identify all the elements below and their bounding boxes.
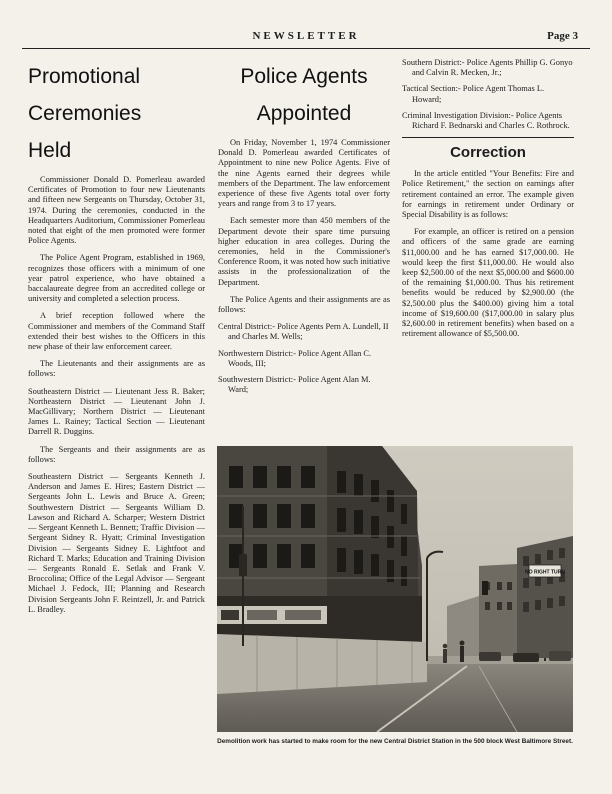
headline-line: Held: [28, 139, 72, 162]
street-photo: [217, 446, 573, 732]
header-rule: [22, 48, 590, 49]
paragraph: On Friday, November 1, 1974 Commissioner Donald D. Pomerleau awarded Certificates of Appointment to nine new Police Agents. Five of the nine Agents earned their degrees while members of the Department. The law enforcement experience of these five Agents total over forty years and range from 3 to 17 years.: [218, 138, 390, 209]
photo-caption: Demolition work has started to make room for the new Central District Station in the 500 block West Baltimore Street.: [217, 738, 573, 745]
assignment-item: Southern District:- Police Agents Phillip G. Gonyo and Calvin R. Mecken, Jr.;: [402, 58, 573, 78]
agents-headline: [224, 58, 384, 132]
newsletter-title: NEWSLETTER: [252, 30, 360, 42]
street-photo-illustration: [217, 446, 573, 732]
paragraph: The Sergeants and their assignments are as follows:: [28, 444, 205, 464]
assignment-item: Tactical Section:- Police Agent Thomas L. Howard;: [402, 84, 545, 104]
paragraph: Southeastern District — Lieutenant Jess R. Baker; Northeastern District — Lieutenant John J. MacGillivary; Northern District — Lieutenant James L. Rainey; Tactical Section — Lieutenant Darrell R. Duggins.: [28, 386, 205, 437]
promotional-article: [28, 58, 205, 778]
paragraph: The Lieutenants and their assignments are as follows:: [28, 359, 205, 379]
paragraph: The Police Agent Program, established in 1969, recognizes those officers with a minimum of one year patrol experience, who have obtained a baccalaureate degree from an accredited college or university and completed a selection process.: [28, 253, 205, 304]
correction-headline: Correction: [450, 144, 526, 162]
assignment-item: Northwestern District:- Police Agent Allan C. Woods, III;: [218, 348, 372, 368]
page-number: Page 3: [547, 30, 578, 42]
paragraph: Southeastern District — Sergeants Kenneth J. Anderson and James E. Hires; Eastern District — Sergeants John L. Lewis and Bruce A. Green; Southwestern District — Sergeants William D. Lawson and Richard A. Scharper; Western District — Sergeant Kenneth L. Bennett; Traffic Division — Sergeant Sidney R. Hyatt; Criminal Investigation Division — Sergeants Sidney E. Lightfoot and Richard T. Marks; Education and Training Division — Sergeants Ronald E. Setlak and Frank V. Broccolina; Office of the Legal Advisor — Sergeant Michael J. Fedock, III; Planning and Research Division Sergeants John F. Reintzell, Jr. and Patrick L. Bradley.: [28, 472, 205, 614]
promotional-headline: [28, 58, 205, 169]
section-rule: [402, 137, 574, 138]
headline-line: Police Agents: [240, 65, 368, 88]
headline-line: Ceremonies: [28, 102, 142, 125]
right-column: [402, 58, 574, 436]
paragraph: The Police Agents and their assignments are as follows:: [218, 294, 390, 315]
street-sign-text: NO RIGHT TURN: [525, 569, 565, 576]
agents-article: [218, 58, 390, 436]
headline-line: Appointed: [256, 102, 352, 125]
paragraph: For example, an officer is retired on a pension and officers of the same grade are earning $11,000.00 and he has earned $17,000.00. He would keep the first $11,000.00. He would also keep $2,500.00 of the next $5,000.00 and $600.00 of the remaining $1,000.00. Thus his retirement benefits would be reduced by $2,900.00 (the $2,500.00 plus the $400.00) giving him a total income of $19,600.00 ($17,000.00 in salary plus $2,600.00 in retirement benefits) when based on a retirement allowance of $5,500.00.: [402, 227, 574, 339]
assignment-item: Central District:- Police Agents Pern A. Lundell, II and Charles M. Wells;: [218, 322, 389, 342]
paragraph: A brief reception followed where the Commissioner and members of the Command Staff extended their best wishes to the Officers in this new phase of their law enforcement career.: [28, 311, 205, 352]
paragraph: Commissioner Donald D. Pomerleau awarded Certificates of Promotion to four new Lieutenants and fifteen new Sergeants on Thursday, October 31, 1974. During the ceremonies, conducted in the Headquarters Auditorium, Commissioner Pomerleau noted that eight of the men promoted were former Police Agents.: [28, 175, 205, 246]
assignment-item: Southwestern District:- Police Agent Alan M. Ward;: [218, 375, 371, 395]
assignment-item: Criminal Investigation Division:- Police Agents Richard F. Bednarski and Charles C. Rothrock.: [402, 110, 570, 131]
headline-line: Promotional: [28, 65, 141, 88]
paragraph: Each semester more than 450 members of the Department devote their spare time pursuing higher education in area colleges. During the ceremonies, held in the Commissioner's Conference Room, it was noted how such initiative assists in the professionalization of the Department.: [218, 216, 390, 287]
paragraph: In the article entitled "Your Benefits: Fire and Police Retirement," the section on earnings after retirement contained an error. The example given for earnings in retirement under Ordinary or Special Disability is as follows:: [402, 169, 574, 220]
